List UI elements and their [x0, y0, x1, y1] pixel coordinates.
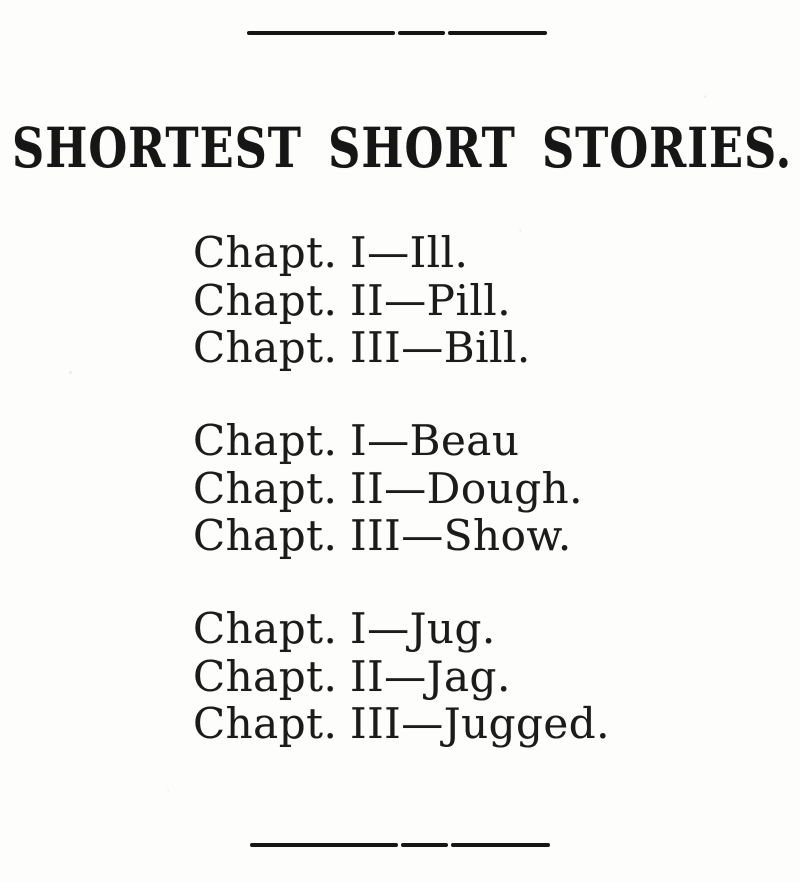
- chapter-line: [193, 465, 583, 513]
- rule-segment: [448, 31, 547, 35]
- chapter-entry: III—Bill.: [350, 323, 531, 372]
- chapter-line: [193, 229, 531, 277]
- chapter-line: [193, 277, 531, 325]
- chapter-entry: II—Jag.: [350, 651, 511, 701]
- chapter-entry: I—Ill.: [350, 228, 469, 277]
- page-title: SHORTEST SHORT STORIES.: [12, 115, 793, 181]
- scan-speckles: [0, 0, 1, 1]
- chapter-group-2: [193, 417, 583, 560]
- chapter-label: Chapt.: [193, 463, 338, 513]
- chapter-line: [193, 653, 610, 701]
- rule-segment: [250, 843, 398, 847]
- chapter-label: Chapt.: [193, 604, 338, 653]
- chapter-entry: I—Beau: [350, 416, 520, 465]
- chapter-label: Chapt.: [193, 511, 338, 560]
- chapter-entry: III—Jugged.: [350, 699, 611, 748]
- chapter-entry: II—Pill.: [350, 275, 512, 325]
- rule-segment: [401, 843, 448, 847]
- chapter-group-3: [193, 605, 610, 748]
- chapter-entry: II—Dough.: [350, 463, 583, 513]
- chapter-group-1: [193, 229, 531, 372]
- chapter-label: Chapt.: [193, 416, 338, 465]
- chapter-line: [193, 512, 583, 560]
- chapter-line: [193, 324, 531, 372]
- chapter-label: Chapt.: [193, 699, 338, 748]
- rule-segment: [451, 843, 550, 847]
- bottom-divider-rule: [250, 843, 550, 847]
- chapter-label: Chapt.: [193, 323, 338, 372]
- chapter-label: Chapt.: [193, 228, 338, 277]
- top-divider-rule: [247, 31, 547, 35]
- chapter-entry: I—Jug.: [350, 604, 496, 653]
- chapter-line: [193, 417, 583, 465]
- rule-segment: [247, 31, 395, 35]
- rule-segment: [398, 31, 445, 35]
- chapter-line: [193, 700, 610, 748]
- chapter-label: Chapt.: [193, 651, 338, 701]
- chapter-label: Chapt.: [193, 275, 338, 325]
- chapter-entry: III—Show.: [350, 511, 572, 560]
- chapter-line: [193, 605, 610, 653]
